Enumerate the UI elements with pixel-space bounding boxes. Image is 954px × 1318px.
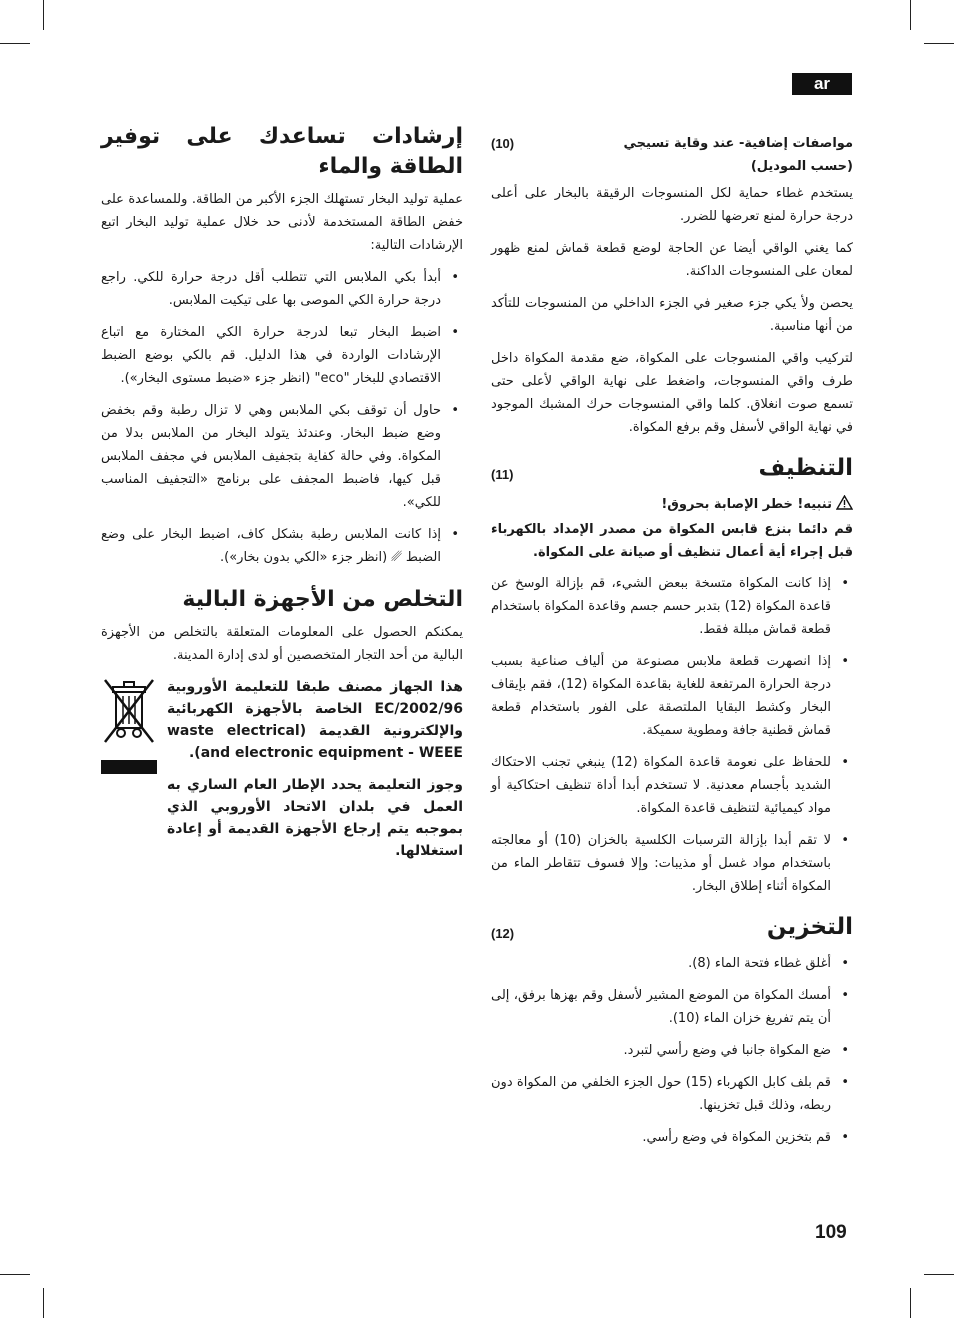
weee-black-bar [101, 760, 157, 774]
crop-mark [0, 43, 30, 44]
burn-warning [491, 493, 853, 516]
list-item: • حاول أن توقف بكي الملابس وهي لا تزال رطبة وقم بخفض وضع ضبط البخار. وعندئذ يتولد البخار من الملابس بدلا من المكواة. وفي حالة كفاية بتجفيف الملابس في مجفف الملابس قبل كيها، فاضبط المجفف على برنامج «التجفيف المناسب للكي». [101, 399, 463, 514]
section-10-title: مواصفات إضافية- عند وقاية تسيجي [623, 136, 853, 151]
warning-text: تنبيه! خطر الإصابة بحروق! [661, 497, 832, 512]
weee-line: وجوز التعليمة يحدد الإطار العام الساري به العمل في بلدان الاتحاد الأوروبي الذي بموجبه يتم إرجاع الأجهزة القديمة أو إعادة استغلالها. [167, 777, 463, 859]
crop-mark [924, 1274, 954, 1275]
list-item: • قم بلف كابل الكهرباء (15) حول الجزء الخلفي من المكواة دون ربطه، وذلك قبل تخزينها. [491, 1071, 853, 1117]
section-10-subtitle: (حسب الموديل) [750, 159, 853, 174]
list-item: • أغلق غطاء فتحة الماء (8). [491, 952, 853, 975]
list-item: • للحفاظ على نعومة قاعدة المكواة (12) ينبغي تجنب الاحتكاك الشديد بأجسام معدنية. لا تستخدم أبدا أداة تنظيف احتكاكية أو مواد كيميائية لتنظيف قاعدة المكواة. [491, 751, 853, 820]
energy-tips-list [101, 266, 463, 569]
section-11-title: التنظيف [758, 455, 853, 481]
list-item: • إذا انصهرت قطعة ملابس مصنوعة من ألياف صناعية بسبب درجة الحرارة المرتفعة للغاية بقاعدة المكواة (12)، فقم بإيقاف البخار وكشط البقايا الملتصقة على الفور باستخدام قطعة قماش قطنية جافة ومطوية سميكة. [491, 650, 853, 742]
left-column [101, 118, 463, 862]
paragraph: كما يغني الواقي أيضا عن الحاجة لوضع قطعة قماش لمنع ظهور لمعان على المنسوجات الداكنة. [491, 241, 853, 279]
section-11-number: (11) [491, 467, 514, 482]
weee-text [167, 676, 463, 862]
storage-list [491, 952, 853, 1149]
unplug-notice: قم دائما بنزع قابس المكواة من مصدر الإمداد بالكهرباء قبل إجراء أية أعمال تنظيف أو صيانة على المكواة. [491, 522, 853, 560]
weee-notice [101, 676, 463, 862]
crop-mark [910, 0, 911, 30]
section-12-title: التخزين [766, 914, 853, 940]
paragraph: يحصن ولأ يكي جزء صغير في الجزء الداخلي من المنسوجات للتأكد من أنها مناسبة. [491, 296, 853, 334]
crop-mark [0, 1274, 30, 1275]
list-item: • إذا كانت الملابس رطبة بشكل كاف، اضبط البخار على وضع الضبط ␥ (انظر جزء «الكي بدون بخار»). [101, 523, 463, 569]
page-number: 109 [815, 1222, 847, 1243]
warning-triangle-icon [836, 495, 853, 510]
list-item: • قم بتخزين المكواة في وضع رأسي. [491, 1126, 853, 1149]
disposal-section-title: التخلص من الأجهزة البالية [182, 587, 463, 612]
section-11-header [491, 453, 853, 489]
section-12-header [491, 912, 853, 948]
paragraph: عملية توليد البخار تستهلك الجزء الأكبر من الطاقة. وللمساعدة على خفض الطاقة المستخدمة لأدنى حد خلال عملية توليد البخار اتبع الإرشادات التالية: [101, 192, 463, 253]
list-item: • إذا كانت المكواة متسخة ببعض الشيء، قم بإزالة الوسخ عن قاعدة المكواة (12) بتدبر حسم جسم وقاعدة المكواة باستخدام قطعة قماش مبللة فقط. [491, 572, 853, 641]
crop-mark [43, 1288, 44, 1318]
paragraph: يستخدم غطاء حماية لكل المنسوجات الرقيقة بالبخار على أعلى درجة حرارة لمنع تعرضها للضرر. [491, 186, 853, 224]
crop-mark [924, 43, 954, 44]
cleaning-list [491, 572, 853, 898]
crossed-bin-icon [101, 676, 157, 862]
list-item: • اضبط البخار تبعا لدرجة حرارة الكي المختارة مع اتباع الإرشادات الواردة في هذا الدليل. قم بالكي بوضع الضبط الاقتصادي للبخار "eco" (انظر جزء «ضبط مستوى البخار»). [101, 321, 463, 390]
weee-line: هذا الجهاز مصنف طبقا للتعليمة الأوروبية EC/2002/96 الخاصة بالأجهزة الكهربائية والإلكترونية القديمة (waste electrical and electronic equipment - WEEE). [167, 679, 463, 761]
crop-mark [43, 0, 44, 30]
list-item: • أبدأ بكي الملابس التي تتطلب أقل درجة حرارة للكي. راجع درجة حرارة الكي الموصى بها على تيكيت الملابس. [101, 266, 463, 312]
crop-mark [910, 1288, 911, 1318]
list-item: • أمسك المكواة من الموضع المشير لأسفل وقم بهزها برفق، إلى أن يتم تفريغ خزان الماء (10). [491, 984, 853, 1030]
section-10-number: (10) [491, 136, 515, 151]
section-10-header [491, 132, 853, 178]
right-column [491, 118, 853, 1158]
language-tag: ar [792, 73, 852, 95]
list-item: • ضع المكواة جانبا في وضع رأسي لتبرد. [491, 1039, 853, 1062]
paragraph: لتركيب واقي المنسوجات على المكواة، ضع مقدمة المكواة داخل طرف واقي المنسوجات، واضغط على نهاية الواقي لأعلى حتى تسمع صوت انغلاق. كلما واقي المنسوجات حرك المشبك الموجود في نهاية الواقي لأسفل وقم برفع المكواة. [491, 351, 853, 435]
paragraph: يمكنكم الحصول على المعلومات المتعلقة بالتخلص من الأجهزة البالية من أحد التجار المتخصصين أو لدى إدارة المدينة. [101, 625, 463, 663]
energy-section-title: إرشادات تساعدك على توفير الطاقة والماء [101, 124, 463, 179]
section-12-number: (12) [491, 926, 515, 941]
list-item: • لا تقم أبدا بإزالة الترسبات الكلسية بالخزان (10) أو معالجته باستخدام مواد غسل أو مذيبات: وإلا فسوف تتقاطر الماء من المكواة أثناء إطلاق البخار. [491, 829, 853, 898]
